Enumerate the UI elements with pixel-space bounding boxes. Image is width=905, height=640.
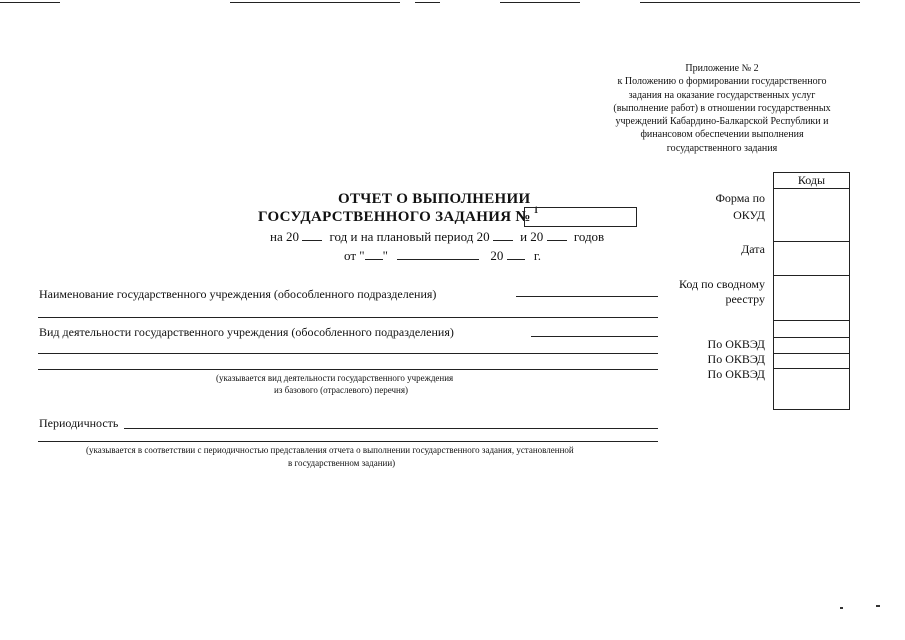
period-text-1: на 20 bbox=[270, 229, 299, 244]
okved-code-cell-2[interactable] bbox=[774, 338, 849, 354]
okved-label-1: По ОКВЭД bbox=[707, 337, 765, 351]
scan-artifact-line bbox=[230, 2, 400, 3]
date-code-cell[interactable] bbox=[774, 242, 849, 276]
date-g: г. bbox=[533, 248, 542, 263]
activity-note-1: (указывается вид деятельности государственного учреждения bbox=[216, 373, 454, 383]
activity-type-label: Вид деятельности государственного учреждения (обособленного подразделения) bbox=[39, 325, 454, 339]
scan-artifact-line bbox=[640, 2, 860, 3]
okud-code-cell[interactable] bbox=[774, 189, 849, 242]
okved-label-2: По ОКВЭД bbox=[707, 352, 765, 366]
scan-artifact-line bbox=[415, 2, 440, 3]
svod-label-2: реестру bbox=[725, 292, 765, 306]
extra-code-cell[interactable] bbox=[774, 369, 849, 409]
scan-speck bbox=[876, 605, 880, 607]
year-blank-date[interactable] bbox=[507, 248, 525, 260]
okved-label-3: По ОКВЭД bbox=[707, 367, 765, 381]
periodicity-field-2[interactable] bbox=[38, 441, 658, 442]
appendix-line: Приложение № 2 bbox=[685, 63, 759, 74]
institution-name-field[interactable] bbox=[516, 296, 658, 297]
report-title-line1: ОТЧЕТ О ВЫПОЛНЕНИИ bbox=[338, 191, 531, 207]
periodicity-field[interactable] bbox=[124, 428, 658, 429]
year-blank-2[interactable] bbox=[493, 229, 513, 241]
scan-artifact-line bbox=[500, 2, 580, 3]
institution-name-field-2[interactable] bbox=[38, 317, 658, 318]
okved-code-cell-1[interactable] bbox=[774, 321, 849, 338]
appendix-block bbox=[592, 62, 852, 155]
period-text-3: и 20 bbox=[520, 229, 544, 244]
svod-label-1: Код по сводному bbox=[678, 277, 765, 291]
date-code-label: Дата bbox=[741, 242, 765, 256]
date-quote: " bbox=[382, 248, 388, 263]
registry-code-cell[interactable] bbox=[774, 276, 849, 321]
appendix-line: к Положению о формировании государственного bbox=[617, 76, 827, 88]
date-year-prefix: 20 bbox=[490, 248, 504, 263]
okud-label: ОКУД bbox=[733, 208, 765, 222]
footnote-mark: 1 bbox=[533, 205, 539, 215]
institution-name-label: Наименование государственного учреждения (обособленного подразделения) bbox=[39, 287, 437, 301]
scan-artifact-line bbox=[0, 2, 60, 3]
appendix-line: учреждений Кабардино-Балкарской Республики и bbox=[615, 116, 829, 128]
report-number-field[interactable] bbox=[524, 207, 637, 227]
periodicity-label: Периодичность bbox=[39, 416, 119, 430]
periodicity-note-2: в государственном задании) bbox=[288, 458, 396, 468]
year-blank-3[interactable] bbox=[547, 229, 567, 241]
day-blank[interactable] bbox=[365, 248, 383, 260]
date-line bbox=[344, 248, 541, 264]
activity-note-2: из базового (отраслевого) перечня) bbox=[274, 385, 408, 395]
appendix-line: (выполнение работ) в отношении государственных bbox=[613, 102, 831, 114]
appendix-line: государственного задания bbox=[666, 142, 778, 154]
codes-table bbox=[773, 172, 850, 410]
report-title-line2 bbox=[258, 205, 539, 226]
periodicity-note-1: (указывается в соответствии с периодичностью представления отчета о выполнении государственного задания, установленной bbox=[86, 445, 574, 455]
year-blank-1[interactable] bbox=[302, 229, 322, 241]
codes-header: Коды bbox=[774, 173, 849, 189]
registry-code-label bbox=[679, 277, 765, 307]
activity-type-field-2[interactable] bbox=[38, 353, 658, 354]
period-line bbox=[270, 229, 604, 245]
okved-code-cell-3[interactable] bbox=[774, 354, 849, 369]
period-text-2: год и на плановый период 20 bbox=[329, 229, 490, 244]
report-title-text: ГОСУДАРСТВЕННОГО ЗАДАНИЯ № bbox=[258, 209, 531, 225]
month-blank[interactable] bbox=[397, 248, 479, 260]
appendix-line: финансовом обеспечении выполнения bbox=[640, 129, 804, 141]
appendix-line: задания на оказание государственных услуг bbox=[628, 89, 816, 101]
period-text-4: годов bbox=[573, 229, 605, 244]
forma-okud-label bbox=[715, 191, 765, 223]
activity-type-field[interactable] bbox=[531, 336, 658, 337]
forma-label: Форма по bbox=[715, 191, 765, 205]
date-ot: от " bbox=[344, 248, 365, 263]
activity-type-field-3[interactable] bbox=[38, 369, 658, 370]
scan-speck bbox=[840, 607, 843, 609]
